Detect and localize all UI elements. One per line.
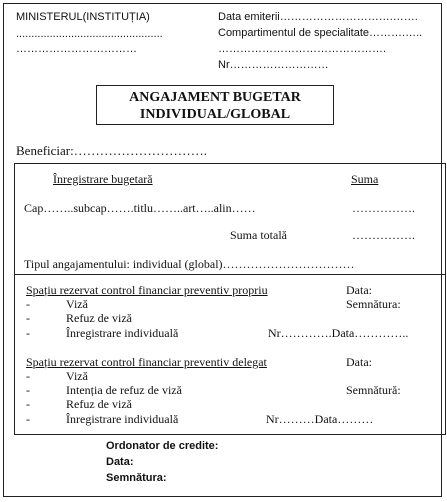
own-visa: Viză — [66, 297, 88, 311]
delegated-visa: Viză — [66, 369, 88, 383]
list-dash: - — [26, 369, 30, 383]
list-dash: - — [26, 326, 30, 340]
list-dash: - — [26, 297, 30, 311]
delegated-control-signature: Semnătură: — [346, 383, 401, 397]
institution-line-1: ................................................ — [16, 28, 163, 40]
document-title-line-1: ANGAJAMENT BUGETAR — [129, 90, 301, 105]
budget-classification-line: Cap……..subcap…….titlu……..art…..alin…… — [24, 201, 256, 215]
beneficiary-field: Beneficiar:…………………………. — [16, 143, 207, 158]
own-visa-refusal: Refuz de viză — [66, 311, 132, 325]
number-field: Nr……………………… — [218, 59, 329, 71]
commitment-type: Tipul angajamentului: individual (global)…………………………… — [24, 257, 355, 271]
institution-line-2: …………………………… — [16, 43, 137, 55]
list-dash: - — [26, 383, 30, 397]
institution-title: MINISTERUL(INSTITUȚIA) — [16, 11, 150, 23]
budget-registration-heading: Înregistrare bugetară — [53, 172, 153, 186]
footer-date-label: Data: — [106, 456, 134, 468]
list-dash: - — [26, 311, 30, 325]
list-dash: - — [26, 397, 30, 411]
delegated-control-heading: Spațiu rezervat control financiar preventiv delegat — [26, 355, 267, 369]
section-divider — [14, 274, 446, 275]
delegated-control-date: Data: — [346, 355, 372, 369]
document-title-line-2: INDIVIDUAL/GLOBAL — [139, 107, 291, 122]
delegated-nr-date: Nr………Data……… — [266, 412, 374, 426]
delegated-individual-registration: Înregistrare individuală — [66, 412, 179, 426]
sum-dots: ……………. — [352, 201, 415, 215]
footer-signature-label: Semnătura: — [106, 472, 167, 484]
own-nr-date: Nr………….Data………….. — [268, 326, 409, 340]
total-sum-label: Suma totală — [230, 228, 287, 242]
department-line: ………………………………………. — [218, 43, 387, 55]
delegated-refusal-intent: Intenția de refuz de viză — [66, 383, 182, 397]
own-control-heading: Spațiu rezervat control financiar preventiv propriu — [26, 283, 268, 297]
own-control-date: Data: — [346, 283, 372, 297]
total-sum-dots: ……………. — [352, 228, 415, 242]
delegated-visa-refusal: Refuz de viză — [66, 397, 132, 411]
own-control-signature: Semnătura: — [346, 297, 401, 311]
list-dash: - — [26, 412, 30, 426]
sum-heading: Suma — [351, 172, 379, 186]
own-individual-registration: Înregistrare individuală — [66, 326, 179, 340]
issue-date: Data emiterii………………………….……. — [218, 11, 418, 23]
specialty-department: Compartimentul de specialitate……….….. — [218, 27, 423, 39]
document-title-box — [96, 85, 334, 125]
credit-authorizer-label: Ordonator de credite: — [106, 440, 219, 452]
